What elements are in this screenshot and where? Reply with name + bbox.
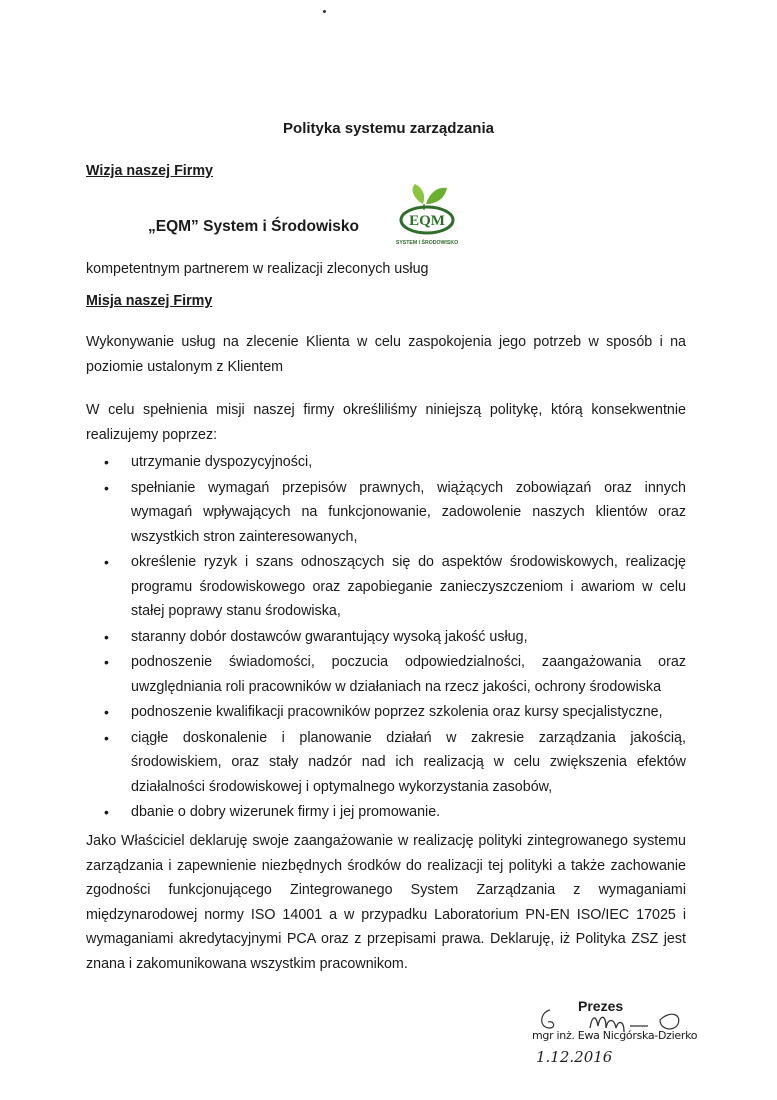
list-item: • staranny dobór dostawców gwarantujący wysoką jakość usług, [86,625,686,650]
signatory-name: mgr inż. Ewa Nicgórska-Dzierko [532,1029,698,1042]
mission-heading: Misja naszej Firmy [86,293,213,309]
declaration-paragraph: Jako Właściciel deklaruję swoje zaangażowanie w realizację polityki zintegrowanego systemu zarządzania i zapewnienie niezbędnych środków do realizacji tej polityki a także zachowanie zgodności funkcjonującego Zintegrowanego System Zarządzania z wymaganiami międzynarodowej normy ISO 14001 a w przypadku Laboratorium PN-EN ISO/IEC 17025 i wymaganiami akredytacyjnymi PCA oraz z przepisami prawa. Deklaruję, iż Polityka ZSZ jest znana i zakomunikowana wszystkim pracownikom. [86,833,686,972]
vision-heading: Wizja naszej Firmy [86,163,213,179]
eqm-logo [393,180,463,248]
logo-initials: EQM [409,213,445,229]
vision-statement: kompetentnym partnerem w realizacji zleconych usług [86,261,429,277]
list-item: • ciągłe doskonalenie i planowanie działań w zakresie zarządzania jakością, środowiskiem, oraz stały nadzór nad ich realizacją w celu zwiększenia efektów działalności środowiskowej i optymalnego wykorzystania zasobów, [86,726,686,800]
policy-intro: W celu spełnienia misji naszej firmy określiliśmy niniejszą politykę, którą konsekwentnie realizujemy poprzez: [86,402,686,443]
logo-caption: SYSTEM I ŚRODOWISKO [395,240,459,246]
list-item: • podnoszenie kwalifikacji pracowników poprzez szkolenia oraz kursy specjalistyczne, [86,700,686,725]
mission-statement: Wykonywanie usług na zlecenie Klienta w celu zaspokojenia jego potrzeb w sposób i na poziomie ustalonym z Klientem [86,334,686,375]
policy-bullet-list [86,450,686,826]
list-item: • podnoszenie świadomości, poczucia odpowiedzialności, zaangażowania oraz uwzględniania roli pracowników w działaniach na rzecz jakości, ochrony środowiska [86,650,686,699]
list-item: • określenie ryzyk i szans odnoszących się do aspektów środowiskowych, realizację programu środowiskowego oraz zapobieganie zanieczyszczeniom i awariom w celu stałej poprawy stanu środowiska, [86,550,686,624]
signatory-role: Prezes [578,998,624,1014]
logo-leaf-left [413,184,425,204]
page-title: Polityka systemu zarządzania [283,120,494,137]
company-name: „EQM” System i Środowisko [148,218,360,235]
logo-leaf-right [426,188,447,204]
scan-dot [323,10,326,13]
signature-block [520,998,720,1088]
list-item: • utrzymanie dyspozycyjności, [86,450,686,475]
list-item: • dbanie o dobry wizerunek firmy i jej promowanie. [86,800,686,825]
signature-date: 1.12.2016 [536,1048,613,1066]
list-item: • spełnianie wymagań przepisów prawnych, wiążących zobowiązań oraz innych wymagań wpływających na funkcjonowanie, zadowolenie naszych klientów oraz wszystkich stron zainteresowanych, [86,476,686,550]
